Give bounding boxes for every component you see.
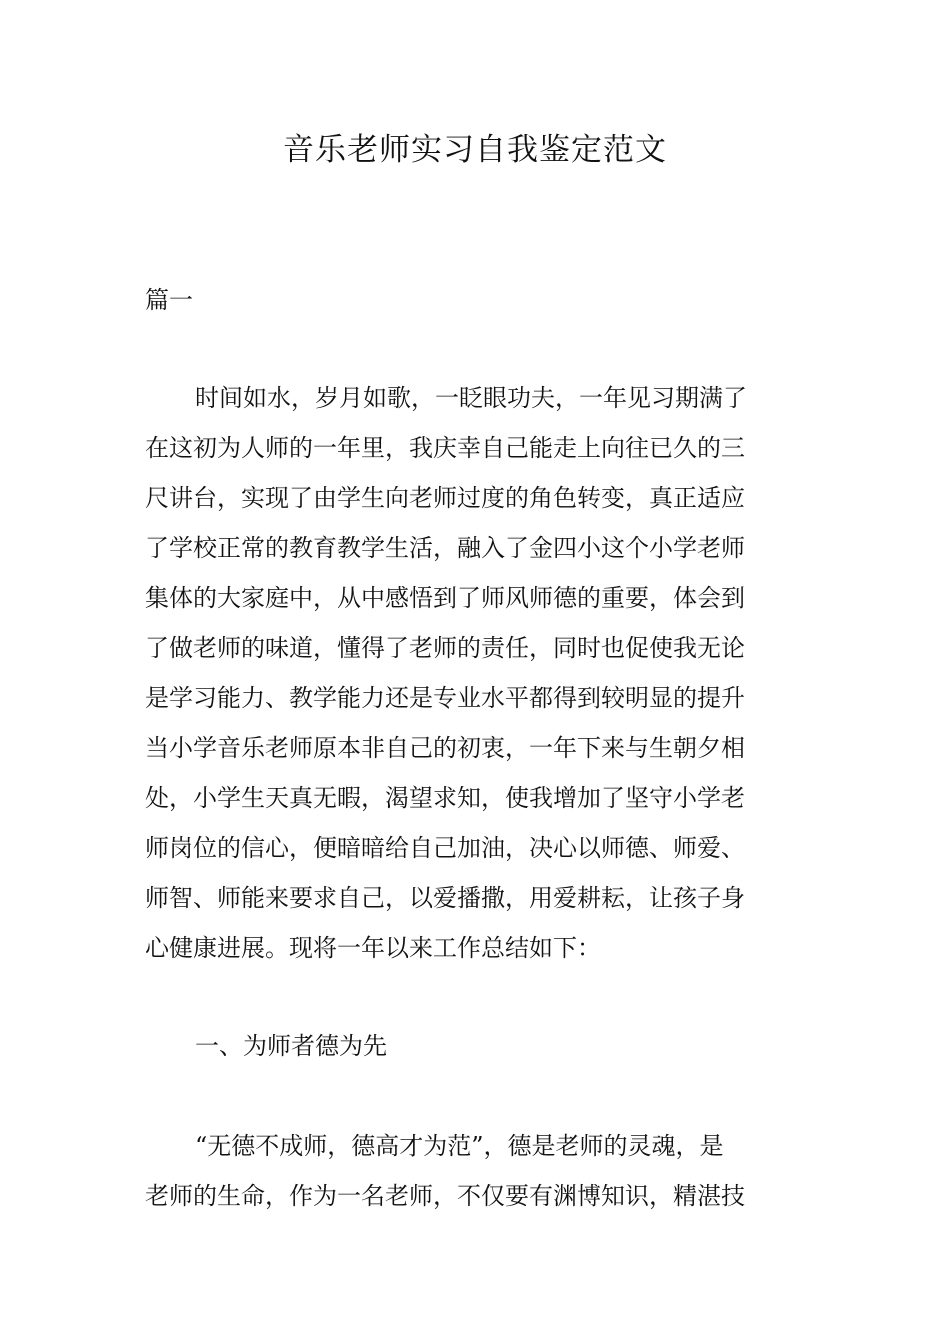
paragraph-line: 了学校正常的教育教学生活，融入了金四小这个小学老师 (145, 534, 745, 562)
document-title: 音乐老师实习自我鉴定范文 (283, 132, 667, 168)
paragraph-line: 当小学音乐老师原本非自己的初衷，一年下来与生朝夕相 (145, 734, 745, 762)
paragraph-line: 了做老师的味道，懂得了老师的责任，同时也促使我无论 (145, 634, 745, 662)
paragraph-line: 时间如水，岁月如歌，一眨眼功夫，一年见习期满了 (195, 384, 747, 412)
section-label: 篇一 (145, 286, 193, 314)
paragraph-line: 老师的生命，作为一名老师，不仅要有渊博知识，精湛技 (145, 1182, 745, 1210)
section-heading: 一、为师者德为先 (195, 1032, 387, 1060)
paragraph-line: 集体的大家庭中，从中感悟到了师风师德的重要，体会到 (145, 584, 745, 612)
paragraph-line: 师岗位的信心，便暗暗给自己加油，决心以师德、师爱、 (145, 834, 745, 862)
paragraph-line: 是学习能力、教学能力还是专业水平都得到较明显的提升 (145, 684, 745, 712)
paragraph-line: 师智、师能来要求自己，以爱播撒，用爱耕耘，让孩子身 (145, 884, 745, 912)
paragraph-line: “无德不成师，德高才为范”，德是老师的灵魂，是 (195, 1132, 724, 1160)
paragraph-line: 在这初为人师的一年里，我庆幸自己能走上向往已久的三 (145, 434, 745, 462)
paragraph-line: 处，小学生天真无暇，渴望求知，使我增加了坚守小学老 (145, 784, 745, 812)
paragraph-line: 尺讲台，实现了由学生向老师过度的角色转变，真正适应 (145, 484, 745, 512)
paragraph-line: 心健康进展。现将一年以来工作总结如下： (145, 934, 601, 962)
